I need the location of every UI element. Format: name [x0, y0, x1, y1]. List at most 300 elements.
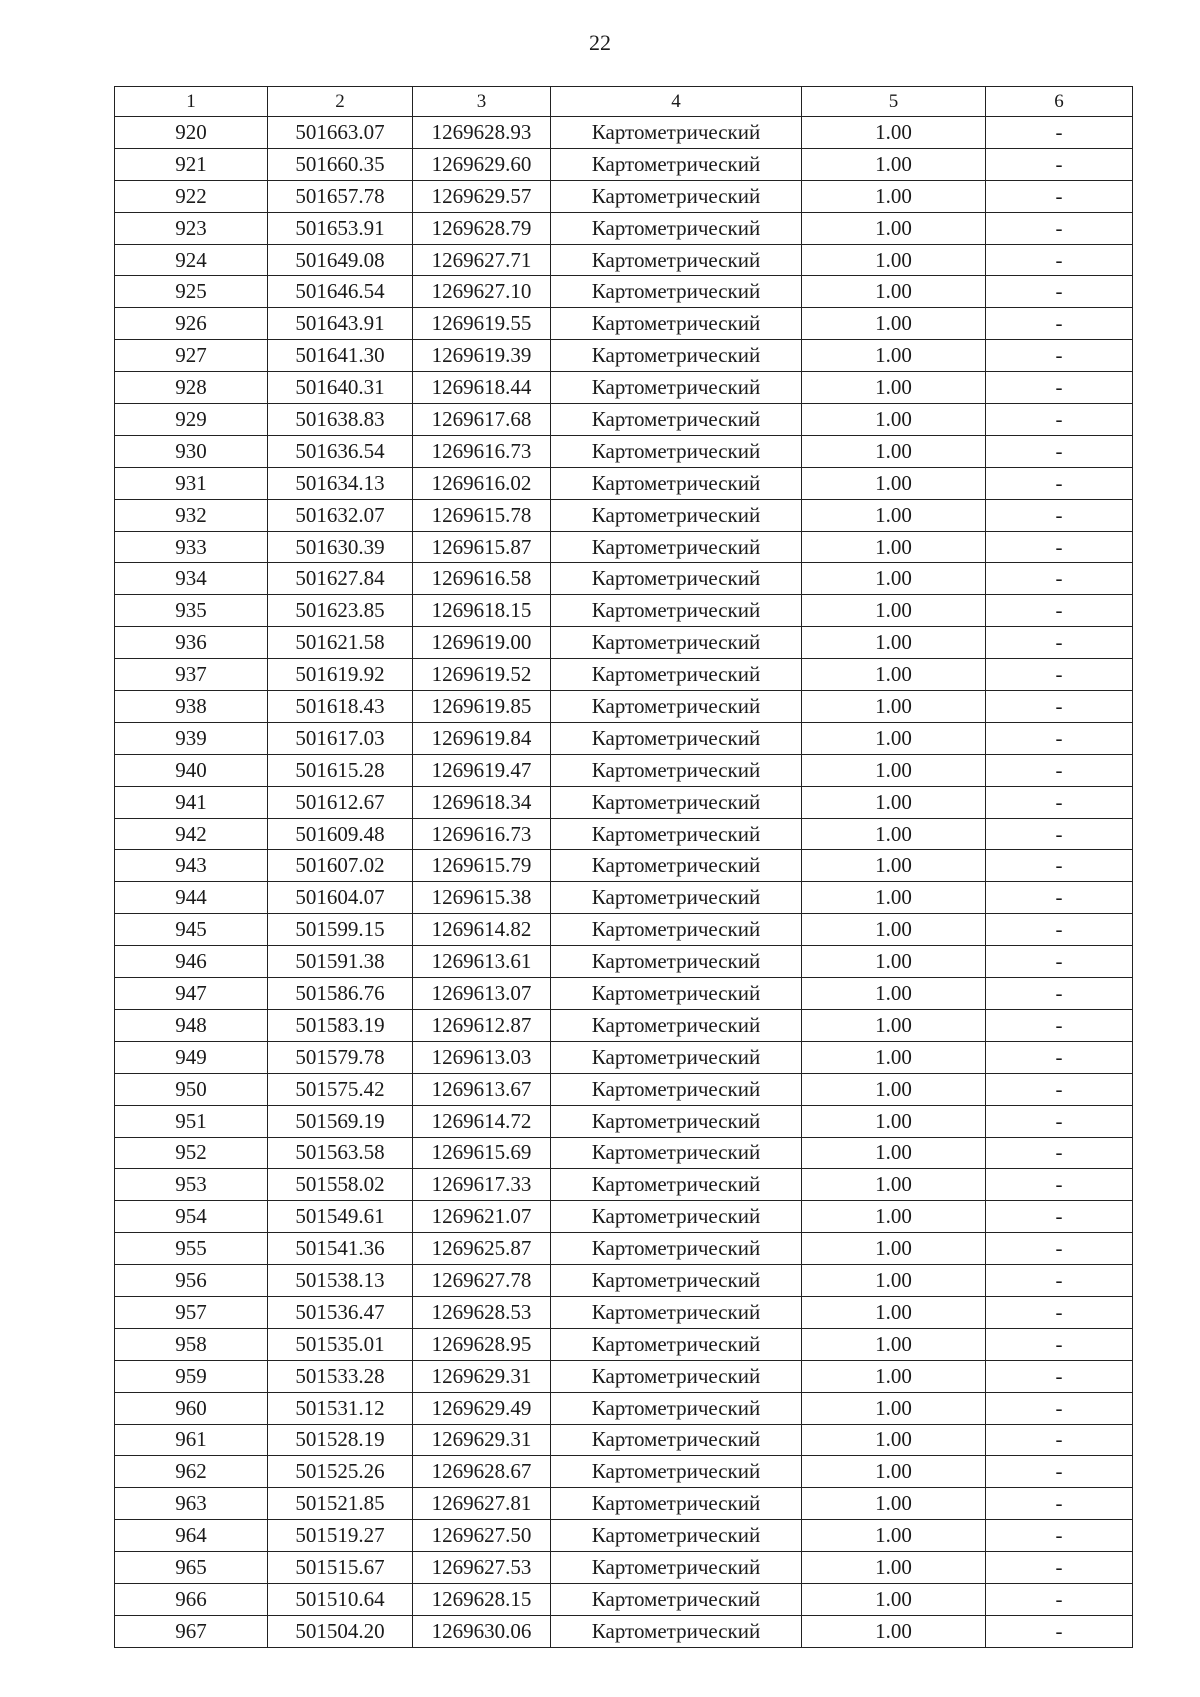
table-row: [115, 1265, 1133, 1297]
accuracy-cell: 1.00: [802, 1105, 986, 1137]
y-coordinate-cell: 1269618.15: [413, 595, 551, 627]
y-coordinate-cell: 1269613.07: [413, 978, 551, 1010]
x-coordinate-cell: 501558.02: [268, 1169, 413, 1201]
accuracy-cell: 1.00: [802, 1233, 986, 1265]
note-cell: -: [986, 276, 1133, 308]
x-coordinate-cell: 501617.03: [268, 722, 413, 754]
accuracy-cell: 1.00: [802, 1265, 986, 1297]
note-cell: -: [986, 1392, 1133, 1424]
x-coordinate-cell: 501604.07: [268, 882, 413, 914]
accuracy-cell: 1.00: [802, 244, 986, 276]
y-coordinate-cell: 1269630.06: [413, 1615, 551, 1647]
table-row: [115, 691, 1133, 723]
point-number-cell: 931: [115, 467, 268, 499]
table-row: [115, 148, 1133, 180]
method-cell: Картометрический: [551, 531, 802, 563]
y-coordinate-cell: 1269612.87: [413, 1009, 551, 1041]
table-row: [115, 308, 1133, 340]
y-coordinate-cell: 1269618.44: [413, 372, 551, 404]
table-row: [115, 180, 1133, 212]
y-coordinate-cell: 1269614.82: [413, 914, 551, 946]
note-cell: -: [986, 722, 1133, 754]
accuracy-cell: 1.00: [802, 818, 986, 850]
method-cell: Картометрический: [551, 1105, 802, 1137]
accuracy-cell: 1.00: [802, 1009, 986, 1041]
accuracy-cell: 1.00: [802, 1041, 986, 1073]
accuracy-cell: 1.00: [802, 691, 986, 723]
method-cell: Картометрический: [551, 467, 802, 499]
accuracy-cell: 1.00: [802, 882, 986, 914]
method-cell: Картометрический: [551, 404, 802, 436]
point-number-cell: 951: [115, 1105, 268, 1137]
note-cell: -: [986, 754, 1133, 786]
x-coordinate-cell: 501646.54: [268, 276, 413, 308]
method-cell: Картометрический: [551, 1169, 802, 1201]
note-cell: -: [986, 1073, 1133, 1105]
table-row: [115, 659, 1133, 691]
y-coordinate-cell: 1269615.78: [413, 499, 551, 531]
x-coordinate-cell: 501619.92: [268, 659, 413, 691]
method-cell: Картометрический: [551, 978, 802, 1010]
method-cell: Картометрический: [551, 595, 802, 627]
x-coordinate-cell: 501641.30: [268, 340, 413, 372]
accuracy-cell: 1.00: [802, 850, 986, 882]
table-row: [115, 1041, 1133, 1073]
method-cell: Картометрический: [551, 308, 802, 340]
note-cell: -: [986, 435, 1133, 467]
x-coordinate-cell: 501653.91: [268, 212, 413, 244]
method-cell: Картометрический: [551, 372, 802, 404]
point-number-cell: 928: [115, 372, 268, 404]
method-cell: Картометрический: [551, 180, 802, 212]
point-number-cell: 954: [115, 1201, 268, 1233]
table-row: [115, 786, 1133, 818]
method-cell: Картометрический: [551, 1328, 802, 1360]
table-row: [115, 882, 1133, 914]
y-coordinate-cell: 1269621.07: [413, 1201, 551, 1233]
point-number-cell: 963: [115, 1488, 268, 1520]
accuracy-cell: 1.00: [802, 1073, 986, 1105]
x-coordinate-cell: 501525.26: [268, 1456, 413, 1488]
table-row: [115, 531, 1133, 563]
accuracy-cell: 1.00: [802, 722, 986, 754]
note-cell: -: [986, 1265, 1133, 1297]
table-row: [115, 1009, 1133, 1041]
point-number-cell: 953: [115, 1169, 268, 1201]
point-number-cell: 966: [115, 1583, 268, 1615]
point-number-cell: 933: [115, 531, 268, 563]
point-number-cell: 948: [115, 1009, 268, 1041]
point-number-cell: 930: [115, 435, 268, 467]
accuracy-cell: 1.00: [802, 404, 986, 436]
note-cell: -: [986, 1488, 1133, 1520]
column-header: 3: [413, 87, 551, 117]
x-coordinate-cell: 501621.58: [268, 627, 413, 659]
y-coordinate-cell: 1269619.00: [413, 627, 551, 659]
table-row: [115, 404, 1133, 436]
table-row: [115, 978, 1133, 1010]
table-row: [115, 1137, 1133, 1169]
point-number-cell: 935: [115, 595, 268, 627]
x-coordinate-cell: 501515.67: [268, 1552, 413, 1584]
method-cell: Картометрический: [551, 1009, 802, 1041]
accuracy-cell: 1.00: [802, 148, 986, 180]
note-cell: -: [986, 180, 1133, 212]
point-number-cell: 923: [115, 212, 268, 244]
y-coordinate-cell: 1269628.53: [413, 1296, 551, 1328]
y-coordinate-cell: 1269629.31: [413, 1360, 551, 1392]
accuracy-cell: 1.00: [802, 180, 986, 212]
method-cell: Картометрический: [551, 499, 802, 531]
y-coordinate-cell: 1269616.02: [413, 467, 551, 499]
x-coordinate-cell: 501531.12: [268, 1392, 413, 1424]
point-number-cell: 940: [115, 754, 268, 786]
method-cell: Картометрический: [551, 659, 802, 691]
accuracy-cell: 1.00: [802, 212, 986, 244]
point-number-cell: 964: [115, 1520, 268, 1552]
accuracy-cell: 1.00: [802, 1583, 986, 1615]
column-header: 2: [268, 87, 413, 117]
x-coordinate-cell: 501569.19: [268, 1105, 413, 1137]
table-row: [115, 563, 1133, 595]
x-coordinate-cell: 501609.48: [268, 818, 413, 850]
column-header: 6: [986, 87, 1133, 117]
point-number-cell: 921: [115, 148, 268, 180]
y-coordinate-cell: 1269619.85: [413, 691, 551, 723]
coordinates-table: [114, 86, 1133, 1648]
x-coordinate-cell: 501632.07: [268, 499, 413, 531]
accuracy-cell: 1.00: [802, 1328, 986, 1360]
table-row: [115, 1392, 1133, 1424]
point-number-cell: 956: [115, 1265, 268, 1297]
method-cell: Картометрический: [551, 1360, 802, 1392]
method-cell: Картометрический: [551, 722, 802, 754]
table-row: [115, 340, 1133, 372]
y-coordinate-cell: 1269617.68: [413, 404, 551, 436]
point-number-cell: 959: [115, 1360, 268, 1392]
note-cell: -: [986, 1137, 1133, 1169]
note-cell: -: [986, 1552, 1133, 1584]
x-coordinate-cell: 501521.85: [268, 1488, 413, 1520]
note-cell: -: [986, 818, 1133, 850]
x-coordinate-cell: 501583.19: [268, 1009, 413, 1041]
note-cell: -: [986, 978, 1133, 1010]
point-number-cell: 962: [115, 1456, 268, 1488]
x-coordinate-cell: 501623.85: [268, 595, 413, 627]
note-cell: -: [986, 1041, 1133, 1073]
accuracy-cell: 1.00: [802, 1137, 986, 1169]
method-cell: Картометрический: [551, 1583, 802, 1615]
table-row: [115, 1615, 1133, 1647]
method-cell: Картометрический: [551, 882, 802, 914]
table-row: [115, 244, 1133, 276]
x-coordinate-cell: 501627.84: [268, 563, 413, 595]
note-cell: -: [986, 1328, 1133, 1360]
table-row: [115, 1169, 1133, 1201]
x-coordinate-cell: 501657.78: [268, 180, 413, 212]
point-number-cell: 950: [115, 1073, 268, 1105]
x-coordinate-cell: 501640.31: [268, 372, 413, 404]
method-cell: Картометрический: [551, 1552, 802, 1584]
table-row: [115, 627, 1133, 659]
table-row: [115, 1520, 1133, 1552]
point-number-cell: 925: [115, 276, 268, 308]
table-row: [115, 435, 1133, 467]
accuracy-cell: 1.00: [802, 659, 986, 691]
table-row: [115, 1424, 1133, 1456]
note-cell: -: [986, 340, 1133, 372]
y-coordinate-cell: 1269615.79: [413, 850, 551, 882]
method-cell: Картометрический: [551, 1296, 802, 1328]
note-cell: -: [986, 882, 1133, 914]
accuracy-cell: 1.00: [802, 946, 986, 978]
point-number-cell: 934: [115, 563, 268, 595]
table-row: [115, 1552, 1133, 1584]
accuracy-cell: 1.00: [802, 308, 986, 340]
table-row: [115, 1073, 1133, 1105]
point-number-cell: 945: [115, 914, 268, 946]
note-cell: -: [986, 148, 1133, 180]
accuracy-cell: 1.00: [802, 1520, 986, 1552]
method-cell: Картометрический: [551, 946, 802, 978]
y-coordinate-cell: 1269629.57: [413, 180, 551, 212]
y-coordinate-cell: 1269616.73: [413, 818, 551, 850]
method-cell: Картометрический: [551, 276, 802, 308]
point-number-cell: 924: [115, 244, 268, 276]
note-cell: -: [986, 1424, 1133, 1456]
method-cell: Картометрический: [551, 914, 802, 946]
table-row: [115, 372, 1133, 404]
point-number-cell: 952: [115, 1137, 268, 1169]
table-header-row: [115, 87, 1133, 117]
y-coordinate-cell: 1269616.73: [413, 435, 551, 467]
y-coordinate-cell: 1269629.60: [413, 148, 551, 180]
point-number-cell: 938: [115, 691, 268, 723]
x-coordinate-cell: 501649.08: [268, 244, 413, 276]
y-coordinate-cell: 1269619.47: [413, 754, 551, 786]
method-cell: Картометрический: [551, 1456, 802, 1488]
point-number-cell: 958: [115, 1328, 268, 1360]
accuracy-cell: 1.00: [802, 1360, 986, 1392]
x-coordinate-cell: 501638.83: [268, 404, 413, 436]
method-cell: Картометрический: [551, 1488, 802, 1520]
note-cell: -: [986, 1105, 1133, 1137]
method-cell: Картометрический: [551, 1201, 802, 1233]
x-coordinate-cell: 501663.07: [268, 117, 413, 149]
accuracy-cell: 1.00: [802, 1169, 986, 1201]
x-coordinate-cell: 501538.13: [268, 1265, 413, 1297]
table-row: [115, 499, 1133, 531]
table-row: [115, 1105, 1133, 1137]
method-cell: Картометрический: [551, 1137, 802, 1169]
y-coordinate-cell: 1269629.31: [413, 1424, 551, 1456]
x-coordinate-cell: 501510.64: [268, 1583, 413, 1615]
note-cell: -: [986, 1360, 1133, 1392]
x-coordinate-cell: 501660.35: [268, 148, 413, 180]
y-coordinate-cell: 1269628.93: [413, 117, 551, 149]
y-coordinate-cell: 1269613.61: [413, 946, 551, 978]
y-coordinate-cell: 1269627.71: [413, 244, 551, 276]
point-number-cell: 955: [115, 1233, 268, 1265]
y-coordinate-cell: 1269627.78: [413, 1265, 551, 1297]
method-cell: Картометрический: [551, 1041, 802, 1073]
accuracy-cell: 1.00: [802, 1424, 986, 1456]
y-coordinate-cell: 1269627.50: [413, 1520, 551, 1552]
y-coordinate-cell: 1269627.10: [413, 276, 551, 308]
note-cell: -: [986, 404, 1133, 436]
point-number-cell: 965: [115, 1552, 268, 1584]
table-row: [115, 117, 1133, 149]
x-coordinate-cell: 501612.67: [268, 786, 413, 818]
accuracy-cell: 1.00: [802, 563, 986, 595]
point-number-cell: 932: [115, 499, 268, 531]
x-coordinate-cell: 501634.13: [268, 467, 413, 499]
y-coordinate-cell: 1269628.79: [413, 212, 551, 244]
table-row: [115, 850, 1133, 882]
accuracy-cell: 1.00: [802, 978, 986, 1010]
accuracy-cell: 1.00: [802, 754, 986, 786]
y-coordinate-cell: 1269613.03: [413, 1041, 551, 1073]
point-number-cell: 949: [115, 1041, 268, 1073]
table-row: [115, 1360, 1133, 1392]
point-number-cell: 957: [115, 1296, 268, 1328]
accuracy-cell: 1.00: [802, 1296, 986, 1328]
method-cell: Картометрический: [551, 1265, 802, 1297]
point-number-cell: 936: [115, 627, 268, 659]
note-cell: -: [986, 117, 1133, 149]
table-row: [115, 818, 1133, 850]
note-cell: -: [986, 786, 1133, 818]
y-coordinate-cell: 1269616.58: [413, 563, 551, 595]
x-coordinate-cell: 501549.61: [268, 1201, 413, 1233]
table-row: [115, 595, 1133, 627]
point-number-cell: 920: [115, 117, 268, 149]
point-number-cell: 967: [115, 1615, 268, 1647]
accuracy-cell: 1.00: [802, 1392, 986, 1424]
accuracy-cell: 1.00: [802, 276, 986, 308]
y-coordinate-cell: 1269625.87: [413, 1233, 551, 1265]
note-cell: -: [986, 1520, 1133, 1552]
note-cell: -: [986, 850, 1133, 882]
note-cell: -: [986, 1456, 1133, 1488]
accuracy-cell: 1.00: [802, 531, 986, 563]
note-cell: -: [986, 1233, 1133, 1265]
table-row: [115, 212, 1133, 244]
note-cell: -: [986, 499, 1133, 531]
table-row: [115, 1583, 1133, 1615]
method-cell: Картометрический: [551, 754, 802, 786]
point-number-cell: 929: [115, 404, 268, 436]
y-coordinate-cell: 1269619.52: [413, 659, 551, 691]
note-cell: -: [986, 914, 1133, 946]
point-number-cell: 961: [115, 1424, 268, 1456]
note-cell: -: [986, 308, 1133, 340]
y-coordinate-cell: 1269615.38: [413, 882, 551, 914]
x-coordinate-cell: 501536.47: [268, 1296, 413, 1328]
x-coordinate-cell: 501541.36: [268, 1233, 413, 1265]
method-cell: Картометрический: [551, 148, 802, 180]
point-number-cell: 944: [115, 882, 268, 914]
page-number: 22: [589, 30, 611, 55]
y-coordinate-cell: 1269618.34: [413, 786, 551, 818]
accuracy-cell: 1.00: [802, 340, 986, 372]
note-cell: -: [986, 244, 1133, 276]
x-coordinate-cell: 501528.19: [268, 1424, 413, 1456]
table-row: [115, 1328, 1133, 1360]
y-coordinate-cell: 1269627.81: [413, 1488, 551, 1520]
x-coordinate-cell: 501519.27: [268, 1520, 413, 1552]
table-row: [115, 946, 1133, 978]
accuracy-cell: 1.00: [802, 499, 986, 531]
x-coordinate-cell: 501615.28: [268, 754, 413, 786]
note-cell: -: [986, 531, 1133, 563]
accuracy-cell: 1.00: [802, 627, 986, 659]
method-cell: Картометрический: [551, 1073, 802, 1105]
accuracy-cell: 1.00: [802, 1456, 986, 1488]
note-cell: -: [986, 467, 1133, 499]
method-cell: Картометрический: [551, 818, 802, 850]
x-coordinate-cell: 501636.54: [268, 435, 413, 467]
y-coordinate-cell: 1269615.87: [413, 531, 551, 563]
method-cell: Картометрический: [551, 786, 802, 818]
method-cell: Картометрический: [551, 244, 802, 276]
point-number-cell: 922: [115, 180, 268, 212]
table-row: [115, 914, 1133, 946]
accuracy-cell: 1.00: [802, 1615, 986, 1647]
x-coordinate-cell: 501504.20: [268, 1615, 413, 1647]
y-coordinate-cell: 1269628.67: [413, 1456, 551, 1488]
table-row: [115, 1488, 1133, 1520]
y-coordinate-cell: 1269619.55: [413, 308, 551, 340]
y-coordinate-cell: 1269619.84: [413, 722, 551, 754]
table-row: [115, 1456, 1133, 1488]
table-row: [115, 754, 1133, 786]
method-cell: Картометрический: [551, 1392, 802, 1424]
method-cell: Картометрический: [551, 1520, 802, 1552]
x-coordinate-cell: 501599.15: [268, 914, 413, 946]
note-cell: -: [986, 1009, 1133, 1041]
x-coordinate-cell: 501607.02: [268, 850, 413, 882]
point-number-cell: 960: [115, 1392, 268, 1424]
column-header: 4: [551, 87, 802, 117]
note-cell: -: [986, 1615, 1133, 1647]
note-cell: -: [986, 946, 1133, 978]
note-cell: -: [986, 1583, 1133, 1615]
accuracy-cell: 1.00: [802, 1201, 986, 1233]
x-coordinate-cell: 501563.58: [268, 1137, 413, 1169]
accuracy-cell: 1.00: [802, 372, 986, 404]
method-cell: Картометрический: [551, 1424, 802, 1456]
note-cell: -: [986, 372, 1133, 404]
method-cell: Картометрический: [551, 563, 802, 595]
table-body: [115, 117, 1133, 1648]
y-coordinate-cell: 1269613.67: [413, 1073, 551, 1105]
point-number-cell: 947: [115, 978, 268, 1010]
y-coordinate-cell: 1269628.95: [413, 1328, 551, 1360]
method-cell: Картометрический: [551, 691, 802, 723]
table-row: [115, 1296, 1133, 1328]
x-coordinate-cell: 501535.01: [268, 1328, 413, 1360]
x-coordinate-cell: 501618.43: [268, 691, 413, 723]
table-row: [115, 1233, 1133, 1265]
note-cell: -: [986, 1169, 1133, 1201]
note-cell: -: [986, 595, 1133, 627]
accuracy-cell: 1.00: [802, 435, 986, 467]
table-row: [115, 467, 1133, 499]
x-coordinate-cell: 501586.76: [268, 978, 413, 1010]
note-cell: -: [986, 563, 1133, 595]
x-coordinate-cell: 501579.78: [268, 1041, 413, 1073]
